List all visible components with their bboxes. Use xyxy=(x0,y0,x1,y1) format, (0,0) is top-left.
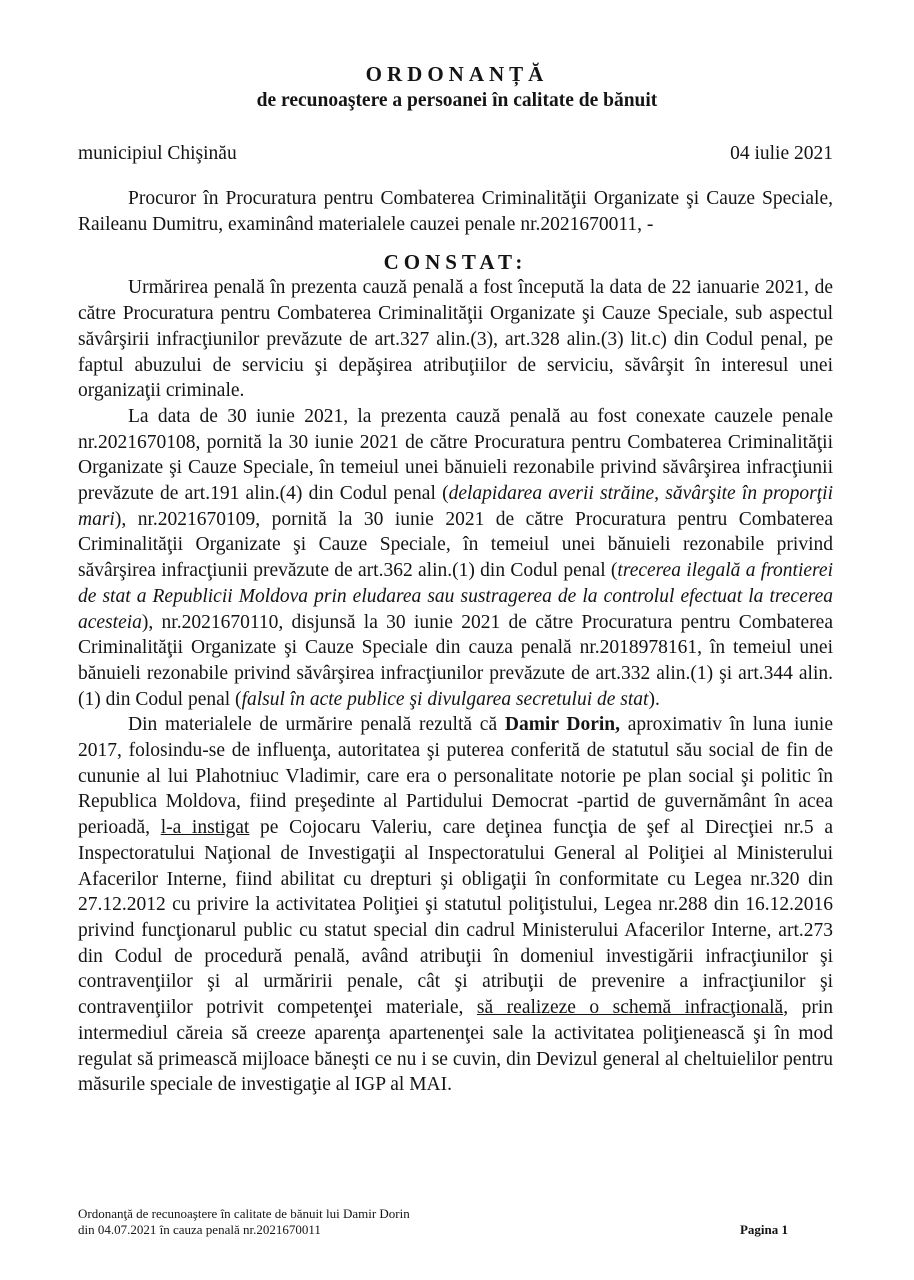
paragraph-2-italic: delapidarea averii străine, săvârşite în proporţii mari xyxy=(78,483,833,530)
paragraph-3 xyxy=(78,712,833,1098)
paragraph-1: Urmărirea penală în prezenta cauză penală a fost începută la data de 22 ianuarie 2021, de către Procuratura pentru Combaterea Criminalităţii Organizate şi Cauze Speciale, sub aspectul săvârşirii infracţiunilor prevăzute de art.327 alin.(3), art.328 alin.(3) lit.c) din Codul penal, pe faptul abuzului de serviciu şi depăşirea atribuţiilor de serviciu, săvârşit în interesul unei organizaţii criminale. xyxy=(78,277,833,402)
paragraph-3-text: Din materialele de urmărire penală rezultă că xyxy=(128,714,505,736)
paragraph-2-italic: trecerea ilegală a frontierei de stat a Republicii Moldova prin eludarea sau sustragerea de la controlul efectuat la trecerea acesteia xyxy=(78,560,833,633)
underlined-phrase: să realizeze o schemă infracţională xyxy=(476,997,784,1019)
paragraph-2 xyxy=(78,404,833,712)
paragraph-2-text: ), nr.2021670110, disjunsă la 30 iunie 2021 de către Procuratura pentru Combaterea Criminalităţii Organizate şi Cauze Speciale din cauza penală nr.2018978161, în temeiul unei bănuieli rezonabile privind săvârşirea infracţiunilor prevăzute de art.332 alin.(1) şi art.344 alin.(1) din Codul penal ( xyxy=(78,611,833,710)
date: 04 iulie 2021 xyxy=(730,143,833,164)
constat-heading: CONSTAT: xyxy=(383,250,528,275)
paragraph-2-italic: falsul în acte publice şi divulgarea secretului de stat xyxy=(241,688,649,710)
footer-line-2: din 04.07.2021 în cauza penală nr.2021670011 xyxy=(78,1222,321,1237)
underlined-phrase: l-a instigat xyxy=(160,817,250,839)
paragraph-2-text: La data de 30 iunie 2021, la prezenta cauză penală au fost conexate cauzele penale nr.2021670108, pornită la 30 iunie 2021 de către Procuratura pentru Combaterea Criminalităţii Organizate şi Cauze Speciale, în temeiul unei bănuieli rezonabile privind săvârşirea infracţiunii prevăzute de art.191 alin.(4) din Codul penal ( xyxy=(78,405,833,505)
place-date-row xyxy=(78,143,833,165)
paragraph-3-text: pe Cojocaru Valeriu, care deţinea funcţia de şef al Direcţiei nr.5 a Inspectoratului Naţional de Investigaţii al Inspectoratului General al Poliţiei al Ministerului Afacerilor Interne, fiind abilitat cu drepturi şi obligaţii în conformitate cu Legea nr.320 din 27.12.2012 cu privire la activitatea Poliţiei şi statutul poliţistului, Legea nr.288 din 16.12.2016 privind funcţionarul public cu statut special din cadrul Ministerului Afacerilor Interne, art.273 din Codul de procedură penală, având atribuţii în domeniul investigării infracţiunilor şi contravenţiilor şi al urmăririi penale, cât şi atribuţii de prevenire a infracţiunilor şi contravenţiilor potrivit competenţei materiale, xyxy=(78,817,833,1019)
document-title: ORDONANȚĂ xyxy=(365,62,549,86)
paragraph-3-text: aproximativ în luna iunie 2017, folosindu-se de influenţa, autoritatea şi puterea conferită de statutul său social de fin de cununie al lui Plahotniuc Vladimir, care era o personalitate notorie pe plan social şi politic în Republica Moldova, fiind preşedinte al Partidului Democrat -partid de guvernământ în acea perioadă, xyxy=(78,714,833,839)
page-footer xyxy=(78,1206,833,1238)
document-subtitle: de recunoaştere a persoanei în calitate de bănuit xyxy=(256,90,658,111)
paragraph-2-text: ), nr.2021670109, pornită la 30 iunie 2021 de către Procuratura pentru Combaterea Criminalităţii Organizate şi Cauze Speciale, în temeiul unei bănuieli rezonabile privind săvârşirea infracţiunii prevăzute de art.362 alin.(1) din Codul penal ( xyxy=(78,508,833,582)
paragraph-3-text: , prin intermediul căreia să creeze aparenţa apartenenţei sale la activitatea poliţienească şi în mod regulat să primească mijloace băneşti ce nu i se cuvin, din Devizul general al cheltuielilor pentru măsurile speciale de investigaţie al IGP al MAI. xyxy=(78,997,833,1096)
page-number: Pagina 1 xyxy=(739,1222,788,1237)
suspect-name: Damir Dorin, xyxy=(504,714,621,736)
document-body xyxy=(78,186,833,1098)
place: municipiul Chişinău xyxy=(78,143,237,164)
footer-line-1: Ordonanţă de recunoaştere în calitate de bănuit lui Damir Dorin xyxy=(78,1206,410,1221)
paragraph-2-text: ). xyxy=(648,688,660,710)
intro-paragraph: Procuror în Procuratura pentru Combaterea Criminalităţii Organizate şi Cauze Speciale, Raileanu Dumitru, examinând materialele cauzei penale nr.2021670011, - xyxy=(78,188,833,235)
